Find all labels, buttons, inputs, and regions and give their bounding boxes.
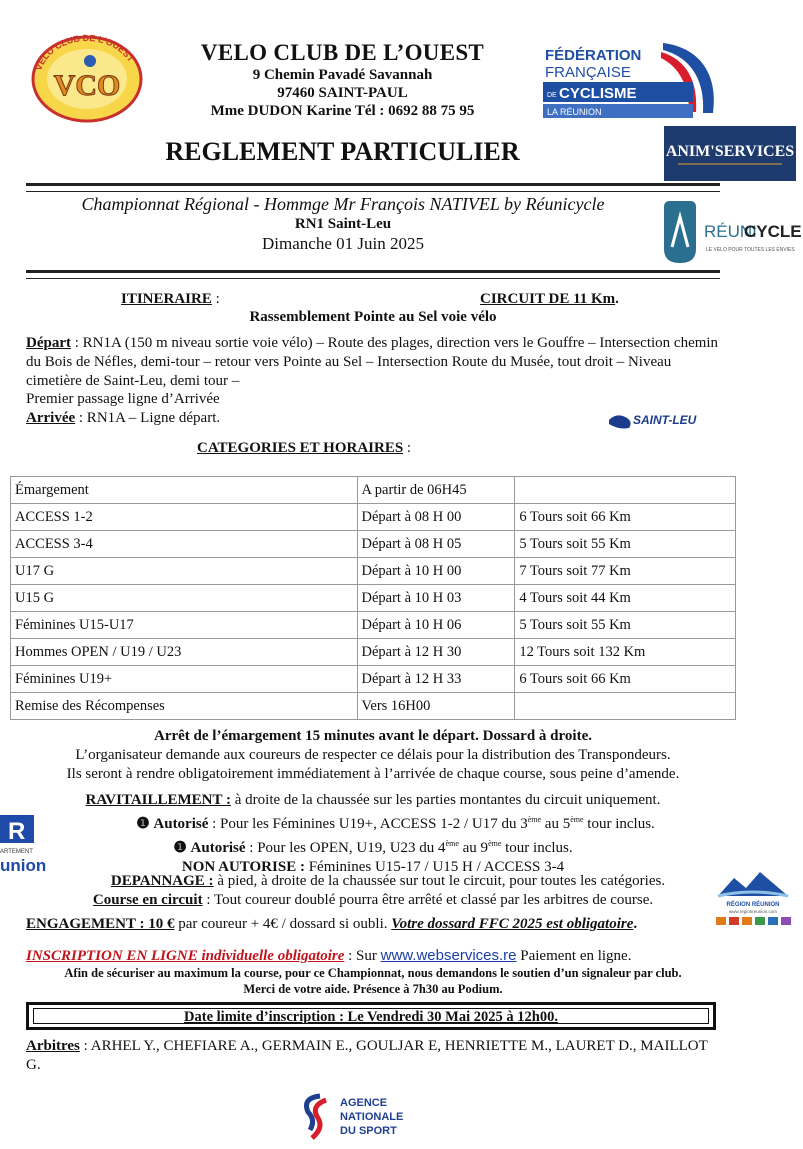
securiser-block: [26, 965, 720, 997]
inscription-line: [26, 946, 631, 966]
anim-services-text: ANIM'SERVICES: [665, 143, 795, 160]
note-rendre: Ils seront à rendre obligatoirement immédiatement à l’arrivée de chaque course, sous peine d’amende.: [66, 766, 680, 782]
depannage-line: [26, 872, 720, 891]
table-row: [11, 639, 736, 666]
horaire-cell: Départ à 08 H 05: [357, 531, 515, 558]
distance-cell: 7 Tours soit 77 Km: [515, 558, 736, 585]
region-url: www.regionreunion.com: [728, 909, 778, 914]
dept-union: union: [0, 856, 47, 875]
horaire-cell: A partir de 06H45: [357, 477, 515, 504]
webservices-link[interactable]: www.webservices.re: [380, 947, 517, 964]
rassemblement: Rassemblement Pointe au Sel voie vélo: [249, 309, 497, 325]
notes-block: [26, 727, 720, 784]
club-logo: [30, 33, 145, 123]
region-reunion-logo: [712, 868, 794, 928]
distance-cell: [515, 693, 736, 720]
categories-sep: :: [403, 440, 412, 456]
inscription-text: : Sur: [344, 948, 381, 964]
date-limite-box: [26, 1002, 716, 1030]
horaire-cell: Départ à 12 H 30: [357, 639, 515, 666]
category-cell: U15 G: [11, 585, 358, 612]
arbitres-label: Arbitres: [26, 1038, 80, 1054]
reuni-text: RÉUNI: [704, 222, 757, 241]
distance-cell: 5 Tours soit 55 Km: [515, 612, 736, 639]
table-row: [11, 693, 736, 720]
dept-text: ARTEMENT: [0, 849, 33, 855]
divider-bottom: [26, 270, 720, 279]
depannage-label: DEPANNAGE :: [110, 873, 214, 889]
distance-cell: 12 Tours soit 132 Km: [515, 639, 736, 666]
saint-leu-logo: [607, 410, 707, 432]
autorise-line-1: [26, 810, 720, 834]
autorise-text-2a: : Pour les OPEN, U19, U23 du 4: [245, 840, 446, 856]
table-row: [11, 477, 736, 504]
course-circuit-line: [26, 891, 720, 910]
engagement-label: ENGAGEMENT : 10 €: [26, 916, 175, 932]
autorise-label-1: Autorisé: [153, 816, 209, 832]
table-row: [11, 558, 736, 585]
club-name: VELO CLUB DE L’OUEST: [200, 40, 485, 65]
category-cell: Remise des Récompenses: [11, 693, 358, 720]
cycle-text: CYCLE: [744, 222, 802, 241]
autorise-text-2b: au 9: [458, 840, 489, 856]
distance-cell: 4 Tours soit 44 Km: [515, 585, 736, 612]
ffc-logo: [543, 38, 721, 120]
bullet-icon-2: ❶: [173, 840, 187, 856]
event-name: Championnat Régional - Hommge Mr François NATIVEL by Réunicycle: [81, 194, 605, 214]
course-circuit-label: Course en circuit: [92, 892, 203, 908]
dept-r: R: [8, 818, 26, 845]
event-block: [26, 194, 660, 255]
event-date: Dimanche 01 Juin 2025: [262, 234, 424, 253]
non-autorise-text: Féminines U15-17 / U15 H / ACCESS 3-4: [304, 859, 565, 875]
category-cell: Émargement: [11, 477, 358, 504]
depannage-text: à pied, à droite de la chaussée sur tout le circuit, pour toutes les catégories.: [213, 873, 666, 889]
category-cell: Féminines U15-U17: [11, 612, 358, 639]
category-cell: Hommes OPEN / U19 / U23: [11, 639, 358, 666]
ffc-line3: CYCLISME: [559, 85, 637, 102]
table-row: [11, 666, 736, 693]
itineraire-label: ITINERAIRE: [121, 291, 212, 307]
distance-cell: [515, 477, 736, 504]
sup-eme-1: ème: [527, 815, 542, 824]
autorise-line-2: [26, 834, 720, 858]
course-circuit-text: : Tout coureur doublé pourra être arrêté et classé par les arbitres de course.: [202, 892, 654, 908]
distance-cell: 5 Tours soit 55 Km: [515, 531, 736, 558]
horaire-cell: Départ à 10 H 00: [357, 558, 515, 585]
ffc-line2: FRANÇAISE: [545, 64, 631, 81]
autorise-text-1c: tour inclus.: [583, 816, 655, 832]
arrivee-text: : RN1A – Ligne départ.: [75, 410, 221, 426]
premier-passage: Premier passage ligne d’Arrivée: [26, 391, 220, 407]
autorise-text-1b: au 5: [541, 816, 571, 832]
event-course: RN1 Saint-Leu: [294, 216, 392, 232]
club-contact: Mme DUDON Karine Tél : 0692 88 75 95: [210, 103, 475, 119]
date-limite-text: Date limite d’inscription : Le Vendredi 30 Mai 2025 à 12h00.: [33, 1008, 709, 1024]
note-organisateur: L’organisateur demande aux coureurs de respecter ce délais pour la distribution des Transpondeurs.: [75, 747, 671, 763]
saint-leu-text: SAINT-LEU: [633, 413, 697, 427]
anim-services-logo: [664, 126, 796, 181]
region-text: RÉGION RÉUNION: [726, 902, 780, 908]
horaire-cell: Départ à 08 H 00: [357, 504, 515, 531]
autorise-text-2c: tour inclus.: [501, 840, 573, 856]
categories-table: [10, 476, 736, 720]
divider-top: [26, 183, 720, 192]
club-logo-vco: VCO: [53, 69, 121, 102]
autorise-text-1a: : Pour les Féminines U19+, ACCESS 1-2 / U17 du 3: [208, 816, 528, 832]
horaire-cell: Départ à 10 H 03: [357, 585, 515, 612]
engagement-end: .: [633, 916, 638, 932]
categories-label: CATEGORIES ET HORAIRES: [197, 440, 404, 456]
ans-line2: NATIONALE: [340, 1111, 404, 1123]
bullet-icon: ❶: [136, 816, 150, 832]
ans-line3: DU SPORT: [340, 1125, 397, 1137]
reunicycle-logo: [660, 197, 802, 267]
depart-paragraph: [26, 334, 726, 391]
horaire-cell: Vers 16H00: [357, 693, 515, 720]
engagement-line: [26, 915, 637, 934]
ffc-line1: FÉDÉRATION: [545, 47, 642, 64]
arrivee-label: Arrivée: [26, 410, 76, 426]
ravitaillement-label: RAVITAILLEMENT :: [85, 792, 231, 808]
sup-eme-2: ème: [570, 815, 584, 824]
depart-text: : RN1A (150 m niveau sortie voie vélo) – Route des plages, direction vers le Gouffre – Intersection chemin du Bois de Néfles, demi-tour – retour vers Pointe au Sel – Intersection Route du Musée, tout droit – Niveau cimetière de Saint-Leu, demi tour –: [26, 335, 719, 389]
horaire-cell: Départ à 12 H 33: [357, 666, 515, 693]
paiement-text: Paiement en ligne.: [516, 948, 632, 964]
club-address2: 97460 SAINT-PAUL: [277, 85, 408, 101]
arbitres-paragraph: [26, 1037, 716, 1075]
securiser-text: Afin de sécuriser au maximum la course, pour ce Championnat, nous demandons le soutien d’un signaleur par club.: [64, 966, 682, 980]
ans-line1: AGENCE: [340, 1097, 388, 1109]
sup-eme-4: ème: [488, 839, 502, 848]
circuit-heading: [480, 290, 619, 309]
club-address1: 9 Chemin Pavadé Savannah: [252, 67, 433, 83]
note-arret: Arrêt de l’émargement 15 minutes avant le départ. Dossard à droite.: [154, 728, 592, 744]
ffc-line4: LA RÉUNION: [547, 107, 602, 117]
club-header: [150, 40, 535, 120]
table-row: [11, 504, 736, 531]
table-row: [11, 531, 736, 558]
page-title: REGLEMENT PARTICULIER: [165, 137, 520, 166]
sup-eme-3: ème: [445, 839, 459, 848]
inscription-label: INSCRIPTION EN LIGNE individuelle obligatoire: [26, 948, 345, 964]
agence-nationale-sport-logo: [298, 1090, 418, 1142]
ravitaillement-block: [26, 791, 720, 877]
arrivee-paragraph: [26, 409, 220, 428]
merci-text: Merci de votre aide. Présence à 7h30 au Podium.: [243, 982, 503, 996]
itineraire-sep: :: [211, 291, 220, 307]
dossard-obligatoire: Votre dossard FFC 2025 est obligatoire: [391, 916, 634, 932]
depart-label: Départ: [26, 335, 71, 351]
itineraire-heading: [121, 290, 220, 309]
ravitaillement-text: à droite de la chaussée sur les parties montantes du circuit uniquement.: [231, 792, 661, 808]
non-autorise-label: NON AUTORISE :: [181, 859, 305, 875]
ffc-de: DE: [547, 92, 557, 99]
reuni-tagline: LE VÉLO POUR TOUTES LES ENVIES: [706, 247, 795, 253]
engagement-text: par coureur + 4€ / dossard si oubli.: [174, 916, 392, 932]
horaire-cell: Départ à 10 H 06: [357, 612, 515, 639]
category-cell: ACCESS 3-4: [11, 531, 358, 558]
depannage-block: [26, 872, 720, 910]
category-cell: U17 G: [11, 558, 358, 585]
category-cell: ACCESS 1-2: [11, 504, 358, 531]
categories-heading: [197, 439, 411, 458]
category-cell: Féminines U19+: [11, 666, 358, 693]
autorise-label-2: Autorisé: [190, 840, 246, 856]
distance-cell: 6 Tours soit 66 Km: [515, 504, 736, 531]
table-row: [11, 585, 736, 612]
ravitaillement-line: [26, 791, 720, 810]
circuit-label: CIRCUIT DE 11 Km: [480, 291, 616, 307]
club-logo-arc-text: VELO CLUB DE L'OUEST: [33, 33, 136, 72]
table-row: [11, 612, 736, 639]
distance-cell: 6 Tours soit 66 Km: [515, 666, 736, 693]
arbitres-text: : ARHEL Y., CHEFIARE A., GERMAIN E., GOULJAR E, HENRIETTE M., LAURET D., MAILLOT G.: [26, 1038, 708, 1073]
circuit-end: .: [615, 291, 619, 307]
